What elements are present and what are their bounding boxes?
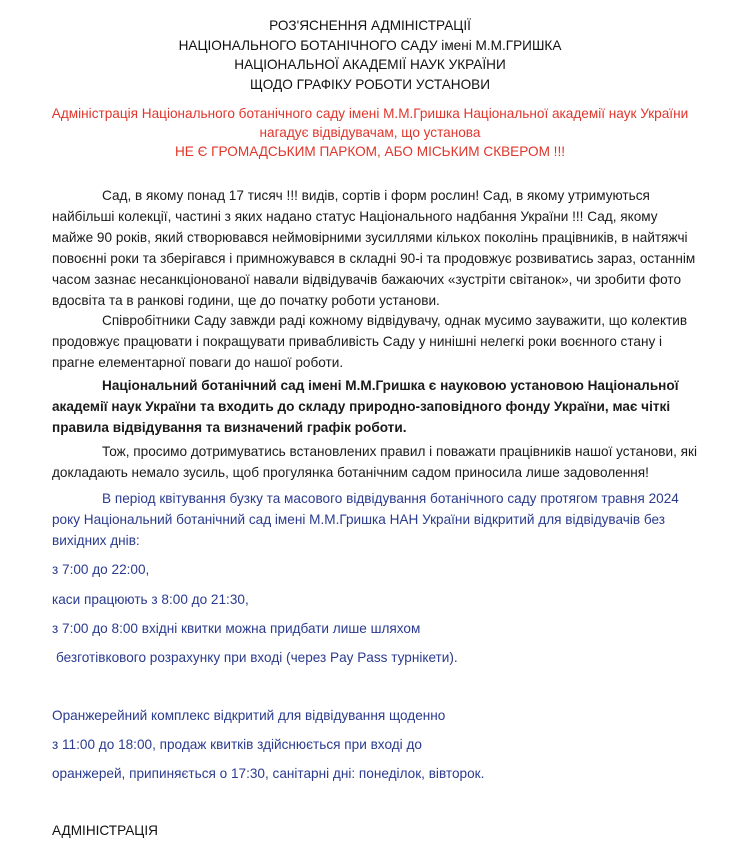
heading-line-4: ЩОДО ГРАФІКУ РОБОТИ УСТАНОВИ bbox=[250, 76, 490, 92]
document-heading bbox=[0, 16, 740, 94]
paragraph-may-schedule: В період квітування бузку та масового відвідування ботанічного саду протягом травня 2024 року Національний ботанічний сад імені М.М.Гришка НАН України відкритий для відвідувачів без вихідних днів: bbox=[52, 491, 679, 548]
red-notice bbox=[0, 104, 740, 161]
greenhouse-open: Оранжерейний комплекс відкритий для відвідування щоденно bbox=[52, 708, 446, 723]
notice-line-1: Адміністрація Національного ботанічного саду імені М.М.Гришка Національної академії наук України bbox=[51, 106, 689, 121]
heading-line-1: РОЗ'ЯСНЕННЯ АДМІНІСТРАЦІЇ bbox=[269, 18, 471, 33]
notice-line-3: НЕ Є ГРОМАДСЬКИМ ПАРКОМ, АБО МІСЬКИМ СКВЕРОМ !!! bbox=[174, 144, 566, 159]
schedule-cashless: безготівкового розрахунку при вході (через Pay Pass турнікети). bbox=[56, 650, 458, 665]
heading-line-2: НАЦІОНАЛЬНОГО БОТАНІЧНОГО САДУ імені М.М.ГРИШКА bbox=[178, 37, 562, 53]
greenhouse-hours: з 11:00 до 18:00, продаж квитків здійснюється при вході до bbox=[52, 737, 422, 752]
heading-line-3: НАЦІОНАЛЬНОЇ АКАДЕМІЇ НАУК УКРАЇНИ bbox=[234, 57, 506, 72]
paragraph-request: Тож, просимо дотримуватись встановлених правил і поважати працівників нашої установи, які докладають немало зусиль, щоб прогулянка ботанічним садом приносила лише задоволення! bbox=[52, 444, 697, 480]
schedule-cashiers: каси працюють з 8:00 до 21:30, bbox=[52, 592, 249, 607]
schedule-hours: з 7:00 до 22:00, bbox=[52, 562, 150, 577]
paragraph-staff: Співробітники Саду завжди раді кожному відвідувачу, однак мусимо зауважити, що колектив продовжує працювати і покращувати привабливість Саду у нинішні нелегкі роки воєнного стану і прагне елементарної поваги до нашої роботи. bbox=[52, 313, 688, 370]
greenhouse-close: оранжерей, припиняється о 17:30, санітарні дні: понеділок, вівторок. bbox=[52, 766, 485, 781]
signature: АДМІНІСТРАЦІЯ bbox=[52, 823, 158, 838]
schedule-early-tickets: з 7:00 до 8:00 вхідні квитки можна придбати лише шляхом bbox=[52, 621, 421, 636]
paragraph-institution-status: Національний ботанічний сад імені М.М.Гришка є науковою установою Національної академії наук України та входить до складу природно-заповідного фонду України, має чіткі правила відвідування та визначений графік роботи. bbox=[52, 378, 679, 435]
notice-line-2: нагадує відвідувачам, що установа bbox=[259, 125, 481, 140]
paragraph-garden-history: Сад, в якому понад 17 тисяч !!! видів, сортів і форм рослин! Сад, в якому утримуються найбільші колекції, частині з яких надано статус Національного надбання України !!! Сад, якому майже 90 років, який створювався неймовірними зусиллями кількох поколінь працівників, в найтяжчі повоєнні роки та зберігався і примножувався в складні 90-і та продовжує розвиватись зараз, останнім часом зазнає несанкціонованої навали відвідувачів бажаючих «зустріти світанок», чи зробити фото вдосвіта та в ранкові години, ще до початку роботи установи. bbox=[52, 188, 696, 308]
